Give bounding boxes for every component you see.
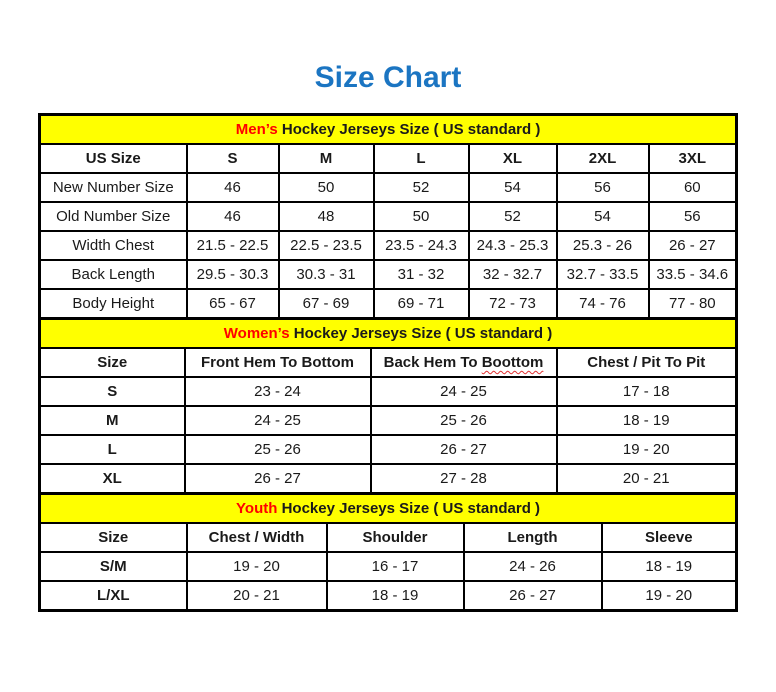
mens-col-3xl: 3XL [649, 144, 737, 173]
table-cell: 27 - 28 [371, 464, 557, 494]
table-cell: 19 - 20 [187, 552, 327, 581]
row-label: L/XL [40, 581, 187, 611]
youth-size-table [38, 492, 738, 612]
table-cell: 25.3 - 26 [557, 231, 649, 260]
womens-column-header-row [40, 348, 737, 377]
youth-col-shoulder: Shoulder [327, 523, 464, 552]
youth-col-size: Size [40, 523, 187, 552]
mens-section-header [40, 115, 737, 145]
womens-section-header-row [40, 319, 737, 349]
table-cell: 46 [187, 202, 279, 231]
size-tables-container [38, 113, 735, 612]
table-cell: 19 - 20 [557, 435, 737, 464]
table-cell: 32 - 32.7 [469, 260, 557, 289]
youth-section-header [40, 494, 737, 524]
mens-section-title-rest: Hockey Jerseys Size ( US standard ) [277, 121, 541, 138]
table-cell: 20 - 21 [187, 581, 327, 611]
row-label: New Number Size [40, 173, 187, 202]
row-label: Width Chest [40, 231, 187, 260]
mens-col-l: L [374, 144, 469, 173]
table-cell: 50 [279, 173, 374, 202]
mens-row-width-chest [40, 231, 737, 260]
row-label: Back Length [40, 260, 187, 289]
table-cell: 60 [649, 173, 737, 202]
youth-section-title-rest: Hockey Jerseys Size ( US standard ) [277, 500, 541, 517]
mens-row-new-number-size [40, 173, 737, 202]
table-cell: 77 - 80 [649, 289, 737, 319]
mens-row-old-number-size [40, 202, 737, 231]
table-cell: 19 - 20 [602, 581, 737, 611]
table-cell: 31 - 32 [374, 260, 469, 289]
table-cell: 22.5 - 23.5 [279, 231, 374, 260]
row-label: S/M [40, 552, 187, 581]
womens-col-chest-pit: Chest / Pit To Pit [557, 348, 737, 377]
table-cell: 26 - 27 [185, 464, 371, 494]
womens-row-m [40, 406, 737, 435]
table-cell: 54 [469, 173, 557, 202]
youth-col-length: Length [464, 523, 602, 552]
mens-col-xl: XL [469, 144, 557, 173]
mens-size-table [38, 113, 738, 320]
table-cell: 24 - 25 [371, 377, 557, 406]
table-cell: 25 - 26 [371, 406, 557, 435]
table-cell: 69 - 71 [374, 289, 469, 319]
table-cell: 67 - 69 [279, 289, 374, 319]
womens-row-s [40, 377, 737, 406]
row-label: Old Number Size [40, 202, 187, 231]
table-cell: 21.5 - 22.5 [187, 231, 279, 260]
table-cell: 26 - 27 [371, 435, 557, 464]
table-cell: 29.5 - 30.3 [187, 260, 279, 289]
youth-row-sm [40, 552, 737, 581]
table-cell: 56 [557, 173, 649, 202]
table-cell: 24.3 - 25.3 [469, 231, 557, 260]
table-cell: 23 - 24 [185, 377, 371, 406]
table-cell: 56 [649, 202, 737, 231]
youth-section-header-row [40, 494, 737, 524]
womens-section-highlight: Women’s [223, 325, 290, 342]
table-cell: 18 - 19 [602, 552, 737, 581]
mens-column-header-row [40, 144, 737, 173]
table-cell: 30.3 - 31 [279, 260, 374, 289]
mens-section-highlight: Men’s [235, 121, 278, 138]
mens-row-back-length [40, 260, 737, 289]
womens-size-table [38, 317, 738, 495]
table-cell: 48 [279, 202, 374, 231]
table-cell: 26 - 27 [464, 581, 602, 611]
womens-section-title-rest: Hockey Jerseys Size ( US standard ) [289, 325, 553, 342]
table-cell: 23.5 - 24.3 [374, 231, 469, 260]
row-label: Body Height [40, 289, 187, 319]
table-cell: 33.5 - 34.6 [649, 260, 737, 289]
table-cell: 72 - 73 [469, 289, 557, 319]
youth-row-lxl [40, 581, 737, 611]
table-cell: 52 [374, 173, 469, 202]
back-hem-label-prefix: Back Hem To [383, 354, 482, 371]
womens-row-l [40, 435, 737, 464]
table-cell: 46 [187, 173, 279, 202]
womens-section-header [40, 319, 737, 349]
row-label: S [40, 377, 185, 406]
youth-col-sleeve: Sleeve [602, 523, 737, 552]
table-cell: 54 [557, 202, 649, 231]
mens-col-us-size: US Size [40, 144, 187, 173]
table-cell: 26 - 27 [649, 231, 737, 260]
table-cell: 25 - 26 [185, 435, 371, 464]
table-cell: 24 - 26 [464, 552, 602, 581]
youth-section-highlight: Youth [236, 500, 278, 517]
table-cell: 18 - 19 [557, 406, 737, 435]
mens-row-body-height [40, 289, 737, 319]
youth-column-header-row [40, 523, 737, 552]
womens-col-back-hem [371, 348, 557, 377]
table-cell: 32.7 - 33.5 [557, 260, 649, 289]
mens-section-header-row [40, 115, 737, 145]
table-cell: 24 - 25 [185, 406, 371, 435]
table-cell: 52 [469, 202, 557, 231]
mens-col-2xl: 2XL [557, 144, 649, 173]
womens-row-xl [40, 464, 737, 494]
table-cell: 50 [374, 202, 469, 231]
table-cell: 74 - 76 [557, 289, 649, 319]
mens-col-s: S [187, 144, 279, 173]
youth-col-chest-width: Chest / Width [187, 523, 327, 552]
table-cell: 17 - 18 [557, 377, 737, 406]
womens-col-size: Size [40, 348, 185, 377]
table-cell: 20 - 21 [557, 464, 737, 494]
row-label: L [40, 435, 185, 464]
mens-col-m: M [279, 144, 374, 173]
table-cell: 18 - 19 [327, 581, 464, 611]
womens-col-front-hem: Front Hem To Bottom [185, 348, 371, 377]
row-label: XL [40, 464, 185, 494]
table-cell: 65 - 67 [187, 289, 279, 319]
row-label: M [40, 406, 185, 435]
page-title: Size Chart [314, 61, 462, 94]
table-cell: 16 - 17 [327, 552, 464, 581]
back-hem-misspelled-word: Boottom [481, 354, 544, 371]
